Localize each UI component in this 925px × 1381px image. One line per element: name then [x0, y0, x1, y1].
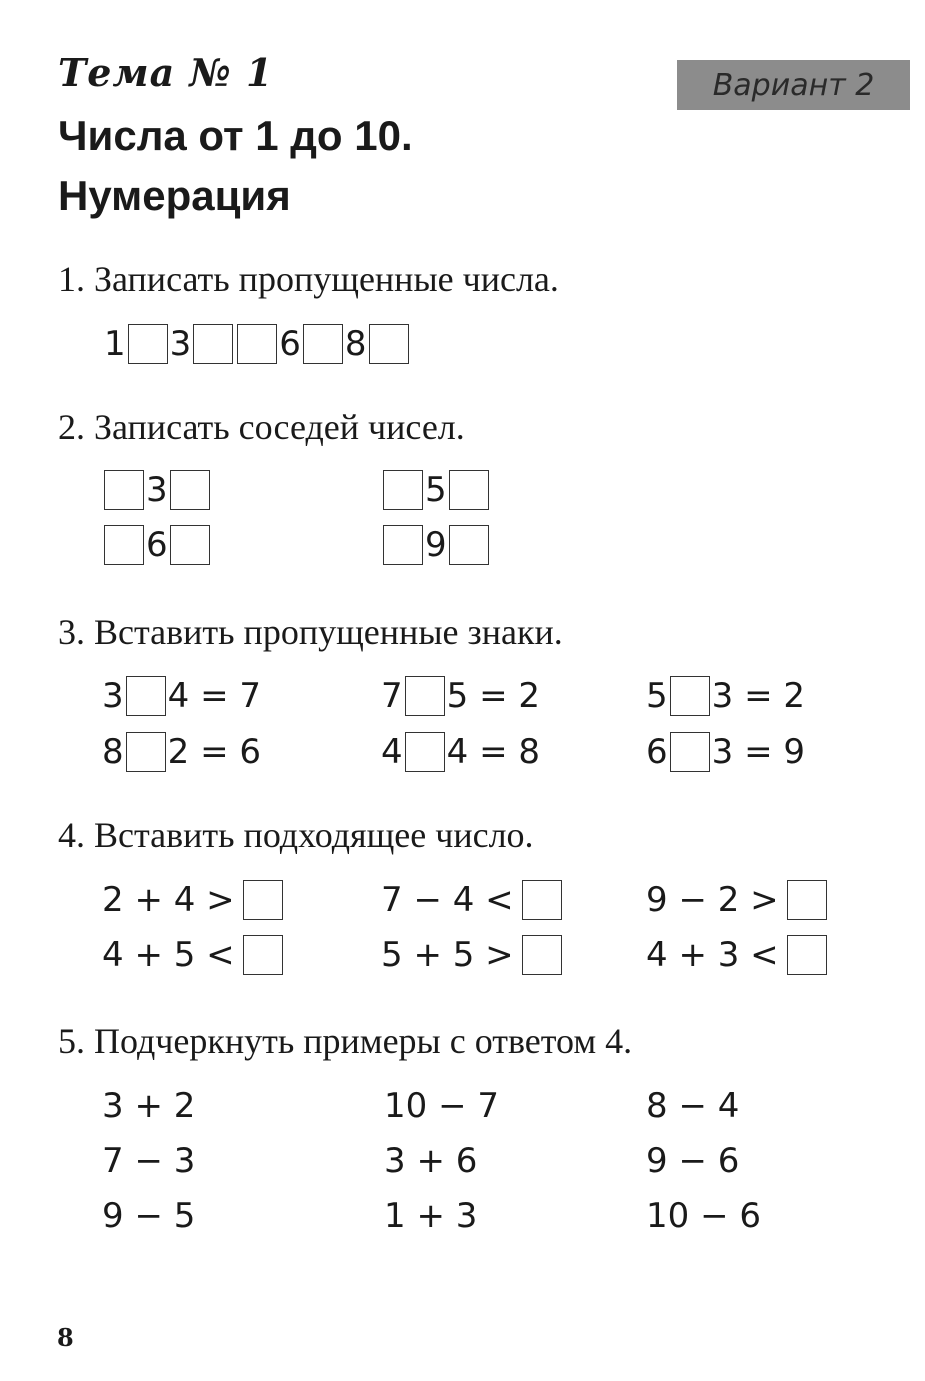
equation-left: 3	[102, 676, 124, 716]
equation-right: 2 = 6	[167, 732, 262, 772]
answer-box[interactable]	[126, 732, 166, 772]
equation-right: 5 = 2	[446, 676, 541, 716]
expression-text: 2 + 4 >	[102, 880, 235, 920]
answer-box[interactable]	[522, 880, 562, 920]
task1-prompt: 1. Записать пропущенные числа.	[58, 259, 559, 299]
example-expression[interactable]: 9 − 5	[102, 1196, 196, 1236]
compare-expression	[102, 880, 285, 920]
example-expression[interactable]: 8 − 4	[646, 1086, 740, 1126]
answer-box[interactable]	[670, 732, 710, 772]
neighbors-item	[102, 470, 212, 510]
expression-text: 9 − 2 >	[646, 880, 779, 920]
answer-box[interactable]	[787, 935, 827, 975]
task1-number: 6	[279, 324, 301, 364]
answer-box[interactable]	[787, 880, 827, 920]
equation-left: 8	[102, 732, 124, 772]
answer-box[interactable]	[303, 324, 343, 364]
answer-box[interactable]	[405, 676, 445, 716]
task4-prompt: 4. Вставить подходящее число.	[58, 815, 534, 855]
example-expression[interactable]: 1 + 3	[384, 1196, 478, 1236]
neighbors-number: 5	[425, 470, 447, 510]
equation-left: 6	[646, 732, 668, 772]
answer-box[interactable]	[243, 880, 283, 920]
answer-box[interactable]	[449, 525, 489, 565]
answer-box[interactable]	[170, 470, 210, 510]
neighbors-number: 9	[425, 525, 447, 565]
equation-right: 4 = 7	[167, 676, 262, 716]
neighbors-number: 3	[146, 470, 168, 510]
answer-box[interactable]	[104, 525, 144, 565]
compare-expression	[646, 880, 829, 920]
compare-expression	[102, 935, 285, 975]
sign-equation	[381, 676, 540, 716]
task1-number: 1	[104, 324, 126, 364]
sign-equation	[102, 676, 261, 716]
sign-equation	[102, 732, 261, 772]
equation-left: 4	[381, 732, 403, 772]
answer-box[interactable]	[193, 324, 233, 364]
equation-right: 3 = 2	[711, 676, 806, 716]
expression-text: 7 − 4 <	[381, 880, 514, 920]
task2-prompt: 2. Записать соседей чисел.	[58, 407, 465, 447]
page-number: 8	[57, 1323, 74, 1352]
task1-number: 3	[169, 324, 192, 364]
neighbors-item	[381, 470, 491, 510]
equation-right: 3 = 9	[711, 732, 806, 772]
equation-left: 5	[646, 676, 668, 716]
answer-box[interactable]	[383, 470, 423, 510]
answer-box[interactable]	[243, 935, 283, 975]
task3-prompt: 3. Вставить пропущенные знаки.	[58, 612, 563, 652]
expression-text: 4 + 3 <	[646, 935, 779, 975]
compare-expression	[381, 935, 564, 975]
compare-expression	[646, 935, 829, 975]
neighbors-item	[102, 525, 212, 565]
sign-equation	[381, 732, 540, 772]
task1-number: 8	[344, 324, 367, 364]
answer-box[interactable]	[237, 324, 277, 364]
page-title: Числа от 1 до 10.	[58, 112, 413, 159]
answer-box[interactable]	[449, 470, 489, 510]
task5-prompt: 5. Подчеркнуть примеры с ответом 4.	[58, 1021, 633, 1061]
expression-text: 4 + 5 <	[102, 935, 235, 975]
neighbors-number: 6	[146, 525, 168, 565]
answer-box[interactable]	[369, 324, 409, 364]
sign-equation	[646, 732, 805, 772]
example-expression[interactable]: 3 + 2	[102, 1086, 196, 1126]
sign-equation	[646, 676, 805, 716]
compare-expression	[381, 880, 564, 920]
answer-box[interactable]	[405, 732, 445, 772]
example-expression[interactable]: 10 − 6	[646, 1196, 761, 1236]
topic-label: Тема № 1	[58, 50, 274, 95]
answer-box[interactable]	[104, 470, 144, 510]
equation-left: 7	[381, 676, 403, 716]
neighbors-item	[381, 525, 491, 565]
expression-text: 5 + 5 >	[381, 935, 514, 975]
answer-box[interactable]	[383, 525, 423, 565]
equation-right: 4 = 8	[446, 732, 541, 772]
example-expression[interactable]: 7 − 3	[102, 1141, 196, 1181]
answer-box[interactable]	[170, 525, 210, 565]
page-subtitle: Нумерация	[58, 172, 291, 219]
answer-box[interactable]	[128, 324, 168, 364]
answer-box[interactable]	[126, 676, 166, 716]
variant-badge: Вариант 2	[677, 60, 910, 110]
answer-box[interactable]	[522, 935, 562, 975]
task1-sequence	[104, 324, 411, 364]
example-expression[interactable]: 9 − 6	[646, 1141, 740, 1181]
answer-box[interactable]	[670, 676, 710, 716]
example-expression[interactable]: 10 − 7	[384, 1086, 499, 1126]
example-expression[interactable]: 3 + 6	[384, 1141, 478, 1181]
